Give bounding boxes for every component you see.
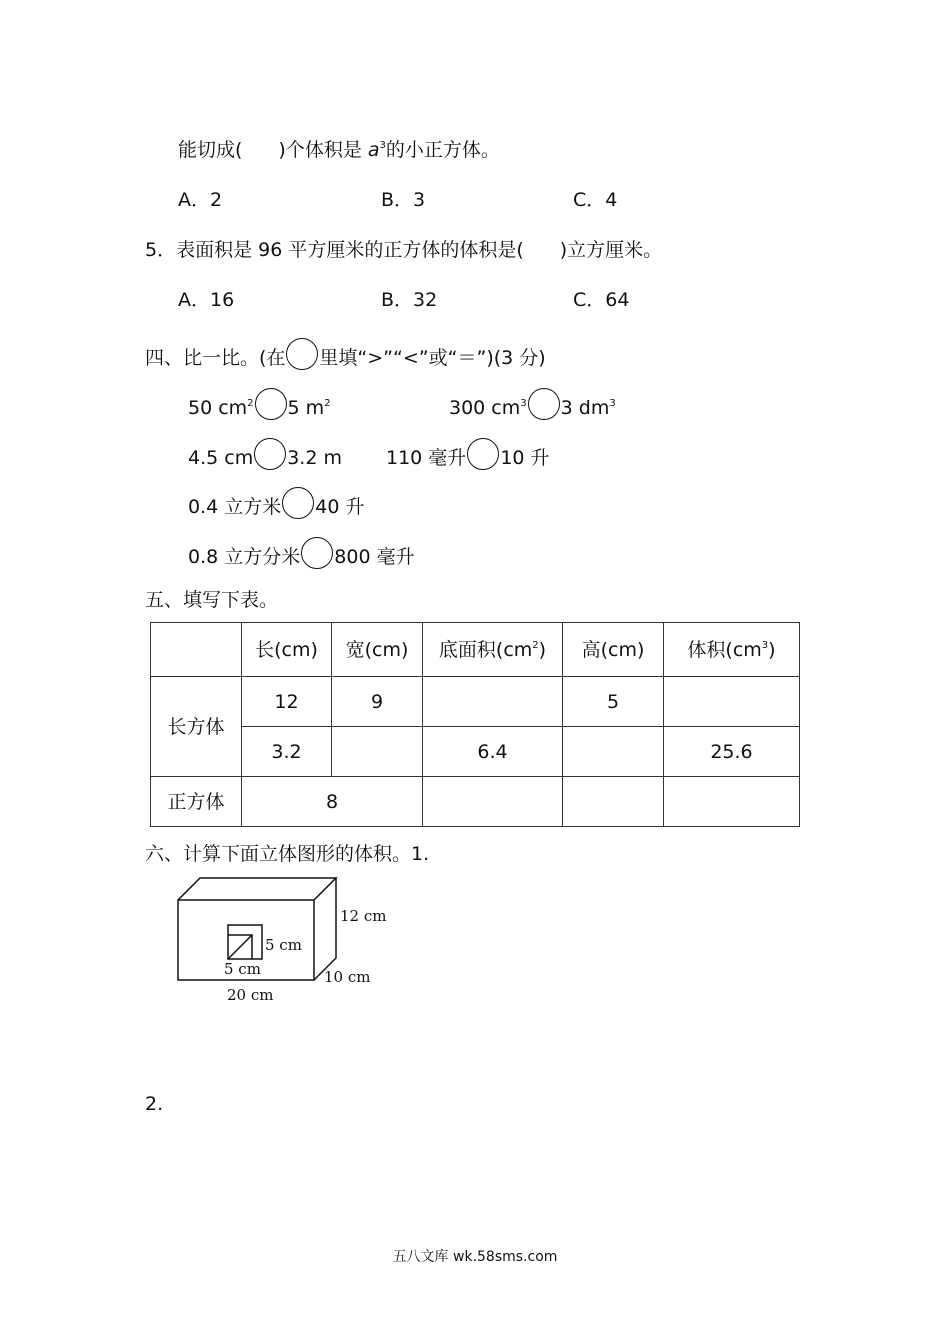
compare-left: 50 cm [188, 397, 248, 419]
cuboid-figure [160, 868, 400, 1008]
answer-circle[interactable] [467, 438, 499, 470]
compare-left: 300 cm [449, 397, 521, 419]
compare-item [188, 487, 364, 519]
table-cell: 9 [332, 677, 423, 727]
figure-label: 10 cm [324, 968, 371, 986]
row-label-cube: 正方体 [151, 777, 242, 827]
table-cell-answer[interactable] [423, 677, 563, 727]
section4-title [145, 338, 546, 370]
compare-left: 110 毫升 [386, 447, 467, 469]
cuboid-side-face [314, 878, 336, 980]
section5-title: 五、填写下表。 [145, 589, 279, 611]
q4-var: a [367, 139, 380, 161]
compare-right: 800 毫升 [334, 546, 415, 568]
table-cell: 12 [242, 677, 332, 727]
q4-option-c[interactable]: C．4 [573, 189, 618, 211]
compare-item [386, 438, 550, 470]
cuboid-top-face [178, 878, 336, 900]
compare-left: 0.8 立方分米 [188, 546, 301, 568]
compare-right: 40 升 [315, 496, 365, 518]
header-height: 高(cm) [563, 623, 664, 677]
header-close-paren: ) [768, 638, 776, 661]
compare-left-sup: 2 [247, 398, 254, 409]
header-base-area [423, 623, 563, 677]
q5-option-b[interactable]: B．32 [381, 289, 438, 311]
table-cell-answer[interactable] [563, 777, 664, 827]
q4-stem [178, 138, 500, 162]
compare-left: 4.5 cm [188, 447, 254, 469]
compare-right: 3 dm [560, 397, 610, 419]
header-length: 长(cm) [242, 623, 332, 677]
compare-right-sup: 2 [324, 398, 331, 409]
table-cell-answer[interactable] [332, 727, 423, 777]
row-label-cuboid: 长方体 [151, 677, 242, 777]
q4-option-b[interactable]: B．3 [381, 189, 426, 211]
answer-circle[interactable] [255, 388, 287, 420]
answer-circle[interactable] [301, 537, 333, 569]
compare-item [188, 537, 415, 569]
answer-circle[interactable] [528, 388, 560, 420]
q4-option-a[interactable]: A．2 [178, 189, 223, 211]
header-close-paren: ) [538, 638, 547, 661]
question-2-label: 2. [145, 1093, 164, 1115]
answer-circle[interactable] [254, 438, 286, 470]
table-cell-answer[interactable] [664, 777, 800, 827]
compare-left-sup: 3 [520, 398, 527, 409]
table-row [151, 777, 800, 827]
compare-left: 0.4 立方米 [188, 496, 282, 518]
section4-title-before: 四、比一比。(在 [145, 347, 286, 369]
q4-text-before: 能切成( [178, 139, 243, 161]
compare-item [188, 438, 342, 470]
table-cell-answer[interactable] [563, 727, 664, 777]
table-cell-answer[interactable] [423, 777, 563, 827]
q4-text-end: 的小正方体。 [385, 139, 500, 161]
header-base-area-text: 底面积(cm [438, 638, 533, 661]
header-sup: 3 [761, 639, 769, 651]
figure-label: 12 cm [340, 907, 387, 925]
table-cell: 3.2 [242, 727, 332, 777]
figure-label: 5 cm [224, 960, 261, 978]
compare-right: 10 升 [500, 447, 550, 469]
table-cell: 25.6 [664, 727, 800, 777]
q5-stem-after: )立方厘米。 [559, 239, 663, 261]
compare-item [188, 388, 331, 420]
table-cell-answer[interactable] [664, 677, 800, 727]
q5-stem-before: 5．表面积是 96 平方厘米的正方体的体积是( [145, 239, 524, 261]
q5-option-a[interactable]: A．16 [178, 289, 235, 311]
compare-right: 3.2 m [287, 447, 342, 469]
section4-title-after: 里填“>”“<”或“＝”)(3 分) [319, 347, 546, 369]
table-row [151, 727, 800, 777]
section6-title: 六、计算下面立体图形的体积。1. [145, 843, 430, 865]
compare-item [449, 388, 616, 420]
header-volume [664, 623, 800, 677]
figure-label: 20 cm [227, 986, 274, 1004]
figure-label: 5 cm [265, 936, 302, 954]
footer-watermark: 五八文库 wk.58sms.com [392, 1249, 558, 1265]
answer-circle[interactable] [282, 487, 314, 519]
table-header-row [151, 623, 800, 677]
compare-right-sup: 3 [609, 398, 616, 409]
q4-text-after: )个体积是 [278, 139, 362, 161]
circle-icon [286, 338, 318, 370]
fill-table [150, 622, 800, 827]
q5-stem [145, 238, 662, 262]
header-sup: 2 [532, 639, 539, 651]
header-volume-text: 体积(cm [687, 638, 762, 661]
table-cell: 8 [242, 777, 423, 827]
q4-exp: 3 [379, 140, 386, 151]
compare-right: 5 m [287, 397, 325, 419]
header-width: 宽(cm) [332, 623, 423, 677]
table-cell: 5 [563, 677, 664, 727]
table-cell: 6.4 [423, 727, 563, 777]
table-row [151, 677, 800, 727]
q5-option-c[interactable]: C．64 [573, 289, 630, 311]
header-empty [151, 623, 242, 677]
